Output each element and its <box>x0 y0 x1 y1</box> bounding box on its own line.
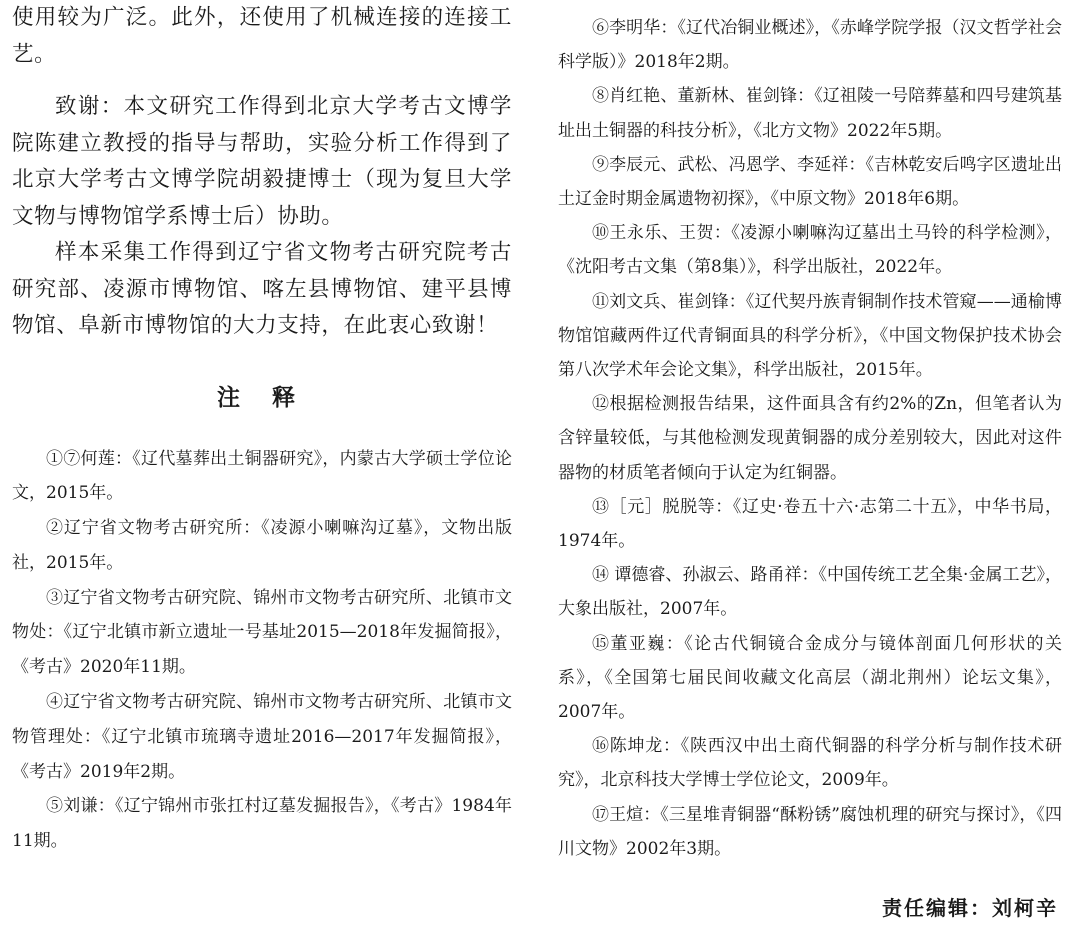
acknowledgement-paragraph: 致谢：本文研究工作得到北京大学考古文博学院陈建立教授的指导与帮助，实验分析工作得到了北京大学考古文博学院胡毅捷博士（现为复旦大学文物与博物馆学系博士后）协助。 <box>12 94 512 229</box>
note-item: ⑧肖红艳、董新林、崔剑锋：《辽祖陵一号陪葬墓和四号建筑基址出土铜器的科技分析》，《北方文物》2022年5期。 <box>558 86 1062 141</box>
acknowledgement-paragraph: 样本采集工作得到辽宁省文物考古研究院考古研究部、凌源市博物馆、喀左县博物馆、建平县博物馆、阜新市博物馆的大力支持，在此衷心致谢！ <box>12 240 512 338</box>
body-paragraph: 使用较为广泛。此外，还使用了机械连接的连接工艺。 <box>12 5 512 67</box>
note-item: ⑨李辰元、武松、冯恩学、李延祥：《吉林乾安后鸣字区遗址出土辽金时期金属遗物初探》，《中原文物》2018年6期。 <box>558 154 1062 210</box>
note-item: ⑯陈坤龙：《陕西汉中出土商代铜器的科学分析与制作技术研究》，北京科技大学博士学位论文，2009年。 <box>558 736 1062 791</box>
note-item: ①⑦何莲：《辽代墓葬出土铜器研究》，内蒙古大学硕士学位论文，2015年。 <box>12 448 512 504</box>
left-column <box>12 0 512 859</box>
note-item: ⑪刘文兵、崔剑锋：《辽代契丹族青铜制作技术管窥——通榆博物馆馆藏两件辽代青铜面具的科学分析》，《中国文物保护技术协会第八次学术年会论文集》，科学出版社，2015年。 <box>558 291 1062 381</box>
note-item: ⑫根据检测报告结果，这件面具含有约2%的Zn，但笔者认为含锌量较低，与其他检测发现黄铜器的成分差别较大，因此对这件器物的材质笔者倾向于认定为红铜器。 <box>558 394 1062 483</box>
right-column <box>558 0 1062 866</box>
note-item: ⑰王煊：《三星堆青铜器“酥粉锈”腐蚀机理的研究与探讨》，《四川文物》2002年3期。 <box>558 804 1062 859</box>
note-item: ④辽宁省文物考古研究院、锦州市文物考古研究所、北镇市文物管理处：《辽宁北镇市琉璃寺遗址2016—2017年发掘简报》，《考古》2019年2期。 <box>12 692 512 782</box>
note-item: ⑥李明华：《辽代冶铜业概述》，《赤峰学院学报（汉文哲学社会科学版）》2018年2期。 <box>558 18 1062 73</box>
note-item: ⑤刘谦：《辽宁锦州市张扛村辽墓发掘报告》，《考古》1984年11期。 <box>12 796 512 852</box>
responsible-editor: 责任编辑：刘柯辛 <box>882 896 1058 920</box>
note-item: ②辽宁省文物考古研究所：《凌源小喇嘛沟辽墓》，文物出版社，2015年。 <box>12 518 512 573</box>
note-item: ⑬［元］脱脱等：《辽史·卷五十六·志第二十五》，中华书局，1974年。 <box>558 496 1062 552</box>
note-item: ⑩王永乐、王贺：《凌源小喇嘛沟辽墓出土马铃的科学检测》，《沈阳考古文集（第8集）》，科学出版社，2022年。 <box>558 223 1062 278</box>
note-item: ⑭ 谭德睿、孙淑云、路甬祥：《中国传统工艺全集·金属工艺》，大象出版社，2007年。 <box>558 565 1062 620</box>
note-item: ⑮董亚巍：《论古代铜镜合金成分与镜体剖面几何形状的关系》，《全国第七届民间收藏文化高层（湖北荆州）论坛文集》，2007年。 <box>558 633 1062 723</box>
note-item: ③辽宁省文物考古研究院、锦州市文物考古研究所、北镇市文物处：《辽宁北镇市新立遗址一号基址2015—2018年发掘简报》，《考古》2020年11期。 <box>12 587 512 678</box>
notes-heading: 注 释 <box>216 384 307 411</box>
